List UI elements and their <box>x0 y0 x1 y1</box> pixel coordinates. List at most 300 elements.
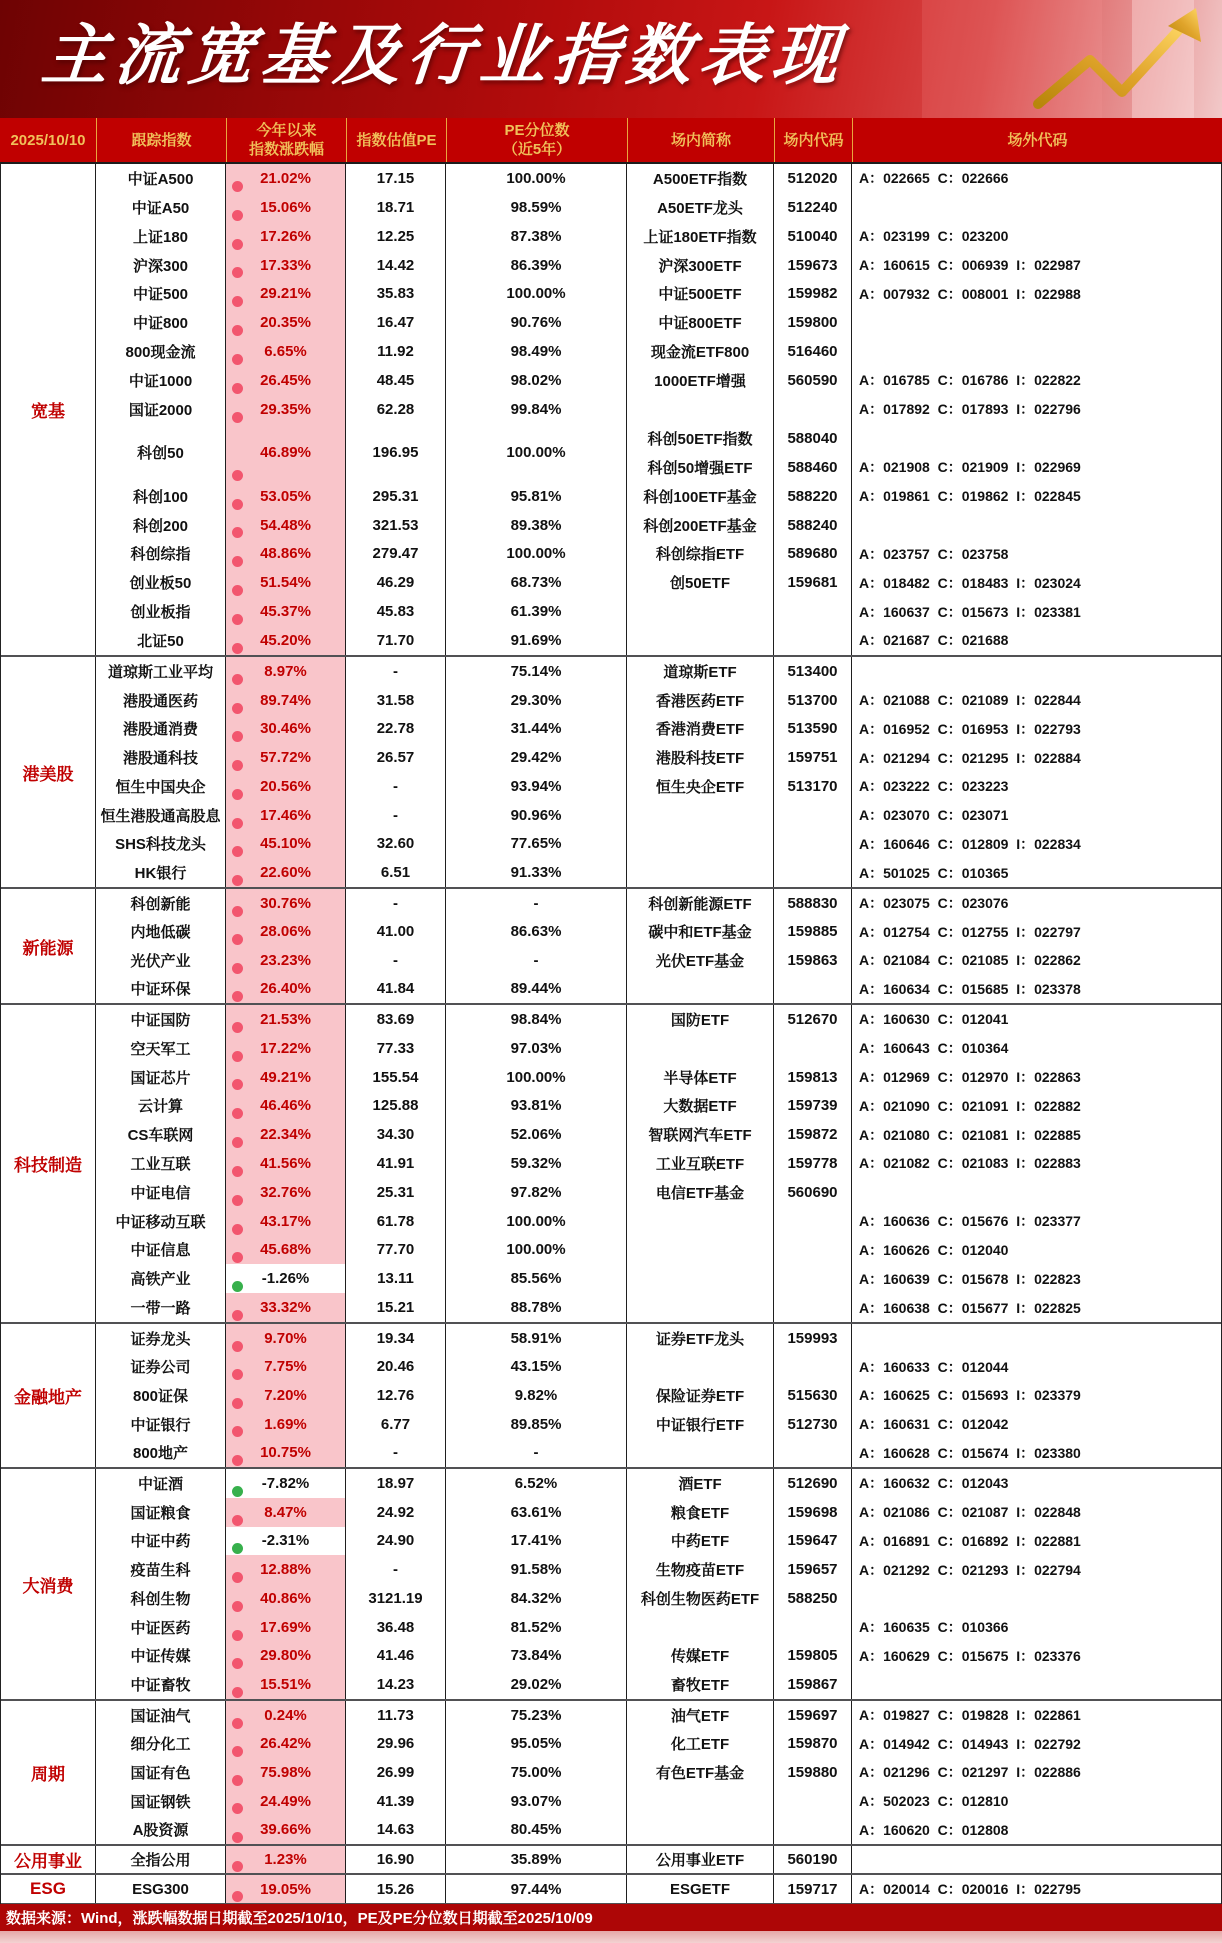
chg-cell: 21.53% <box>226 1005 346 1034</box>
chg-cell: 26.40% <box>226 975 346 1004</box>
pe-cell: 71.70 <box>346 626 446 655</box>
pe-cell: 41.39 <box>346 1787 446 1816</box>
etf-code-cell: 512690 <box>774 1469 852 1498</box>
chg-cell: 39.66% <box>226 1815 346 1844</box>
table-row <box>96 395 1221 424</box>
pe-cell: 41.84 <box>346 975 446 1004</box>
etf-code-cell: 159681 <box>774 568 852 597</box>
pct-cell: 98.59% <box>446 193 627 222</box>
etf-name-cell: 恒生央企ETF <box>627 772 774 801</box>
table-row <box>96 1846 1221 1873</box>
pe-cell: 34.30 <box>346 1120 446 1149</box>
down-dot-icon <box>232 1486 243 1497</box>
etf-code-cell: 588250 <box>774 1584 852 1613</box>
up-dot-icon <box>232 1341 243 1352</box>
table-row <box>96 657 1221 686</box>
index-name-cell: A股资源 <box>96 1815 226 1844</box>
table-row <box>96 1034 1221 1063</box>
chg-cell: 0.24% <box>226 1701 346 1730</box>
etf-name-cell: A50ETF龙头 <box>627 193 774 222</box>
etf-name-cell <box>627 858 774 887</box>
category-label: 新能源 <box>1 889 96 1003</box>
up-dot-icon <box>232 703 243 714</box>
otc-codes-cell: A：012754 C：012755 I：022797 <box>859 923 1081 940</box>
table-row <box>96 222 1221 251</box>
etf-name-cell <box>627 1787 774 1816</box>
etf-name-cell: 有色ETF基金 <box>627 1758 774 1787</box>
up-dot-icon <box>232 674 243 685</box>
chg-cell: 46.46% <box>226 1091 346 1120</box>
up-dot-icon <box>232 1601 243 1612</box>
pct-cell: 73.84% <box>446 1642 627 1671</box>
index-name-cell: 一带一路 <box>96 1293 226 1322</box>
chg-cell: 15.51% <box>226 1670 346 1699</box>
header-col-otc: 场外代码 <box>1007 131 1068 149</box>
otc-codes-cell: A：016952 C：016953 I：022793 <box>859 720 1081 737</box>
etf-name-cell: A500ETF指数 <box>627 164 774 193</box>
chg-cell: 17.22% <box>226 1034 346 1063</box>
chg-cell: 17.69% <box>226 1613 346 1642</box>
pe-cell: 41.91 <box>346 1149 446 1178</box>
etf-name-cell: 生物疫苗ETF <box>627 1555 774 1584</box>
otc-codes-cell: A：160625 C：015693 I：023379 <box>859 1387 1081 1404</box>
up-dot-icon <box>232 731 243 742</box>
pct-cell: 68.73% <box>446 568 627 597</box>
up-dot-icon <box>232 1861 243 1872</box>
group-rows <box>96 657 1221 887</box>
pe-cell: 83.69 <box>346 1005 446 1034</box>
group-rows <box>96 1701 1221 1844</box>
up-dot-icon <box>232 846 243 857</box>
otc-codes-cell: A：160629 C：015675 I：023376 <box>859 1647 1081 1664</box>
chg-cell: 20.56% <box>226 772 346 801</box>
pe-cell: 14.42 <box>346 251 446 280</box>
otc-codes-cell: A：021086 C：021087 I：022848 <box>859 1504 1081 1521</box>
index-name-cell: ESG300 <box>96 1875 226 1903</box>
pe-cell: 26.99 <box>346 1758 446 1787</box>
chg-cell: 15.06% <box>226 193 346 222</box>
index-name-cell: 细分化工 <box>96 1730 226 1759</box>
up-dot-icon <box>232 383 243 394</box>
up-dot-icon <box>232 1515 243 1526</box>
pe-cell: 62.28 <box>346 395 446 424</box>
up-dot-icon <box>232 1252 243 1263</box>
up-dot-icon <box>232 470 243 481</box>
pe-cell: 17.15 <box>346 164 446 193</box>
chg-cell: 8.47% <box>226 1498 346 1527</box>
up-dot-icon <box>232 875 243 886</box>
otc-codes-cell: A：160646 C：012809 I：022834 <box>859 835 1081 852</box>
etf-code-cell: 159697 <box>774 1701 852 1730</box>
up-dot-icon <box>232 181 243 192</box>
index-name-cell: 国证粮食 <box>96 1498 226 1527</box>
etf-name-cell: 电信ETF基金 <box>627 1178 774 1207</box>
pe-cell: - <box>346 1438 446 1467</box>
chg-cell: 24.49% <box>226 1787 346 1816</box>
chg-cell: 40.86% <box>226 1584 346 1613</box>
pct-cell: 100.00% <box>446 279 627 308</box>
up-dot-icon <box>232 1891 243 1902</box>
etf-name-cell: 粮食ETF <box>627 1498 774 1527</box>
otc-codes-cell: A：021080 C：021081 I：022885 <box>859 1126 1081 1143</box>
table-row <box>96 1758 1221 1787</box>
pct-cell: 81.52% <box>446 1613 627 1642</box>
index-table-body <box>0 164 1222 1904</box>
etf-code-cell: 560690 <box>774 1178 852 1207</box>
up-dot-icon <box>232 1455 243 1466</box>
chg-cell: 17.46% <box>226 801 346 830</box>
up-dot-icon <box>232 1310 243 1321</box>
etf-name-cell: 油气ETF <box>627 1701 774 1730</box>
pe-cell: 14.23 <box>346 1670 446 1699</box>
table-row <box>96 511 1221 540</box>
etf-code-cell: 560190 <box>774 1846 852 1873</box>
etf-name-cell: 半导体ETF <box>627 1063 774 1092</box>
table-row <box>96 424 1221 482</box>
index-name-cell: 中证1000 <box>96 366 226 395</box>
otc-codes-cell: A：023757 C：023758 <box>859 545 1009 562</box>
header-date: 2025/10/10 <box>0 118 97 162</box>
index-name-cell: 中证信息 <box>96 1236 226 1265</box>
pct-cell: 31.44% <box>446 715 627 744</box>
up-dot-icon <box>232 760 243 771</box>
category-label: 科技制造 <box>1 1005 96 1322</box>
chg-cell: 10.75% <box>226 1438 346 1467</box>
otc-codes-cell <box>852 1846 1221 1873</box>
up-dot-icon <box>232 527 243 538</box>
otc-codes-cell: A：160626 C：012040 <box>859 1241 1009 1258</box>
up-dot-icon <box>232 325 243 336</box>
pe-cell: 6.51 <box>346 858 446 887</box>
pct-cell: 98.02% <box>446 366 627 395</box>
etf-name-cell <box>627 1613 774 1642</box>
otc-codes-cell <box>852 193 1221 222</box>
otc-codes-cell: A：021084 C：021085 I：022862 <box>859 952 1081 969</box>
up-dot-icon <box>232 1630 243 1641</box>
up-dot-icon <box>232 789 243 800</box>
pe-cell: 32.60 <box>346 830 446 859</box>
pe-cell: 3121.19 <box>346 1584 446 1613</box>
pct-cell: 95.05% <box>446 1730 627 1759</box>
pct-cell: 75.23% <box>446 1701 627 1730</box>
up-dot-icon <box>232 1832 243 1843</box>
pe-cell: - <box>346 946 446 975</box>
otc-codes-cell <box>852 337 1221 366</box>
pct-cell: 86.39% <box>446 251 627 280</box>
otc-codes-cell: A：160633 C：012044 <box>859 1358 1009 1375</box>
etf-code-cell: 159717 <box>774 1875 852 1903</box>
index-name-cell: 中证医药 <box>96 1613 226 1642</box>
chg-cell: 51.54% <box>226 568 346 597</box>
table-row <box>96 1149 1221 1178</box>
group-rows <box>96 1324 1221 1467</box>
chg-cell: 49.21% <box>226 1063 346 1092</box>
table-row <box>96 1410 1221 1439</box>
table-row <box>96 568 1221 597</box>
otc-codes-cell: A：160643 C：010364 <box>859 1040 1009 1057</box>
etf-subrows <box>627 424 1221 482</box>
pct-cell: 91.69% <box>446 626 627 655</box>
etf-code-cell: 159698 <box>774 1498 852 1527</box>
etf-code-cell <box>774 1613 852 1642</box>
pct-cell: 90.76% <box>446 308 627 337</box>
pct-cell: 85.56% <box>446 1264 627 1293</box>
etf-code-cell: 512240 <box>774 193 852 222</box>
up-dot-icon <box>232 643 243 654</box>
table-row <box>96 597 1221 626</box>
up-dot-icon <box>232 818 243 829</box>
chg-cell: 54.48% <box>226 511 346 540</box>
group-rows <box>96 164 1221 655</box>
etf-code-cell <box>774 801 852 830</box>
index-name-cell: 疫苗生科 <box>96 1555 226 1584</box>
table-row <box>96 1091 1221 1120</box>
etf-code-cell: 159778 <box>774 1149 852 1178</box>
up-dot-icon <box>232 1658 243 1669</box>
index-name-cell: 沪深300 <box>96 251 226 280</box>
etf-code-cell: 588830 <box>774 889 852 918</box>
pct-cell: 52.06% <box>446 1120 627 1149</box>
pe-cell: 16.90 <box>346 1846 446 1873</box>
up-dot-icon <box>232 906 243 917</box>
index-name-cell: 上证180 <box>96 222 226 251</box>
category-label: 金融地产 <box>1 1324 96 1467</box>
otc-codes-cell: A：012969 C：012970 I：022863 <box>859 1069 1081 1086</box>
otc-codes-cell: A：018482 C：018483 I：023024 <box>859 574 1081 591</box>
otc-codes-cell: A：160634 C：015685 I：023378 <box>859 980 1081 997</box>
chg-cell: 48.86% <box>226 539 346 568</box>
pe-cell: 11.73 <box>346 1701 446 1730</box>
etf-code-cell <box>774 395 852 424</box>
pct-cell: 63.61% <box>446 1498 627 1527</box>
chg-cell: 28.06% <box>226 918 346 947</box>
pct-cell: 91.58% <box>446 1555 627 1584</box>
table-row <box>96 626 1221 655</box>
otc-codes-cell: A：021296 C：021297 I：022886 <box>859 1764 1081 1781</box>
table-row <box>96 1063 1221 1092</box>
chg-cell: 23.23% <box>226 946 346 975</box>
pct-cell: 100.00% <box>446 1236 627 1265</box>
chg-cell: 89.74% <box>226 686 346 715</box>
pct-cell: 97.03% <box>446 1034 627 1063</box>
etf-name-cell: 畜牧ETF <box>627 1670 774 1699</box>
etf-code-cell: 588040 <box>774 424 852 453</box>
down-dot-icon <box>232 1543 243 1554</box>
table-row <box>96 308 1221 337</box>
pct-cell: 29.30% <box>446 686 627 715</box>
table-row <box>96 1730 1221 1759</box>
otc-codes-cell: A：023199 C：023200 <box>859 228 1009 245</box>
etf-name-cell <box>627 395 774 424</box>
chg-cell: 1.23% <box>226 1846 346 1873</box>
otc-codes-cell: A：016785 C：016786 I：022822 <box>859 372 1081 389</box>
pe-cell: - <box>346 657 446 686</box>
chg-cell: 43.17% <box>226 1207 346 1236</box>
table-row <box>96 1120 1221 1149</box>
etf-code-cell: 159751 <box>774 743 852 772</box>
pct-cell: 89.44% <box>446 975 627 1004</box>
chg-cell: 17.33% <box>226 251 346 280</box>
etf-code-cell: 588220 <box>774 482 852 511</box>
up-dot-icon <box>232 1195 243 1206</box>
table-row <box>96 1701 1221 1730</box>
etf-name-cell <box>627 1353 774 1382</box>
table-row <box>96 279 1221 308</box>
chg-cell: 29.80% <box>226 1642 346 1671</box>
page-title: 主流宽基及行业指数表现 <box>38 20 849 93</box>
pct-cell: 93.94% <box>446 772 627 801</box>
etf-code-cell: 159647 <box>774 1527 852 1556</box>
table-row <box>96 1236 1221 1265</box>
etf-name-cell: 中证500ETF <box>627 279 774 308</box>
pe-cell: 12.76 <box>346 1381 446 1410</box>
index-name-cell: 国证有色 <box>96 1758 226 1787</box>
header-col-etf: 场内简称 <box>628 118 775 162</box>
pct-cell: 100.00% <box>446 424 627 482</box>
etf-name-cell: 科创50增强ETF <box>627 453 774 482</box>
etf-name-cell: 道琼斯ETF <box>627 657 774 686</box>
etf-name-cell <box>627 975 774 1004</box>
table-row <box>96 482 1221 511</box>
pe-cell: 24.92 <box>346 1498 446 1527</box>
etf-code-cell: 159982 <box>774 279 852 308</box>
up-dot-icon <box>232 1022 243 1033</box>
header-col-code: 场内代码 <box>775 118 853 162</box>
table-row <box>96 1555 1221 1584</box>
table-row <box>96 1642 1221 1671</box>
pe-cell: 12.25 <box>346 222 446 251</box>
pe-cell: 25.31 <box>346 1178 446 1207</box>
otc-codes-cell: A：021687 C：021688 <box>859 632 1009 649</box>
pct-cell: 97.82% <box>446 1178 627 1207</box>
etf-name-cell: 香港医药ETF <box>627 686 774 715</box>
table-row <box>96 1207 1221 1236</box>
otc-codes-cell: A：019827 C：019828 I：022861 <box>859 1707 1081 1724</box>
index-name-cell: 北证50 <box>96 626 226 655</box>
table-row <box>96 193 1221 222</box>
pct-cell: 17.41% <box>446 1527 627 1556</box>
index-name-cell: 科创100 <box>96 482 226 511</box>
up-dot-icon <box>232 1572 243 1583</box>
pct-cell: 75.00% <box>446 1758 627 1787</box>
pct-cell: 90.96% <box>446 801 627 830</box>
up-dot-icon <box>232 1718 243 1729</box>
etf-name-cell: 科创100ETF基金 <box>627 482 774 511</box>
group <box>1 1005 1221 1324</box>
pe-cell: 19.34 <box>346 1324 446 1353</box>
pct-cell: 88.78% <box>446 1293 627 1322</box>
etf-code-cell <box>774 1438 852 1467</box>
pe-cell: 15.21 <box>346 1293 446 1322</box>
group <box>1 1701 1221 1846</box>
pct-cell: 99.84% <box>446 395 627 424</box>
pe-cell: 15.26 <box>346 1875 446 1903</box>
pe-cell: 321.53 <box>346 511 446 540</box>
pe-cell: 36.48 <box>346 1613 446 1642</box>
index-name-cell: 恒生港股通高股息 <box>96 801 226 830</box>
etf-name-cell: 光伏ETF基金 <box>627 946 774 975</box>
pct-cell: 61.39% <box>446 597 627 626</box>
table-row <box>96 1498 1221 1527</box>
etf-code-cell <box>774 830 852 859</box>
etf-name-cell: 科创50ETF指数 <box>627 424 774 453</box>
pct-cell: 75.14% <box>446 657 627 686</box>
otc-codes-cell: A：160632 C：012043 <box>859 1475 1009 1492</box>
group-rows <box>96 1875 1221 1903</box>
chg-cell: 45.37% <box>226 597 346 626</box>
etf-code-cell: 159880 <box>774 1758 852 1787</box>
pe-cell: 18.71 <box>346 193 446 222</box>
pe-cell: 45.83 <box>346 597 446 626</box>
chg-cell: 9.70% <box>226 1324 346 1353</box>
index-name-cell: 空天军工 <box>96 1034 226 1063</box>
etf-name-cell <box>627 597 774 626</box>
etf-code-cell <box>774 597 852 626</box>
otc-codes-cell <box>852 308 1221 337</box>
etf-name-cell: 科创生物医药ETF <box>627 1584 774 1613</box>
index-name-cell: 内地低碳 <box>96 918 226 947</box>
up-dot-icon <box>232 614 243 625</box>
pct-cell: 58.91% <box>446 1324 627 1353</box>
etf-name-cell <box>627 1293 774 1322</box>
table-row <box>96 975 1221 1004</box>
index-name-cell: 港股通医药 <box>96 686 226 715</box>
chg-cell: 46.89% <box>226 424 346 482</box>
index-name-cell: 创业板50 <box>96 568 226 597</box>
otc-codes-cell: A：021908 C：021909 I：022969 <box>859 459 1081 476</box>
etf-code-cell: 159813 <box>774 1063 852 1092</box>
index-name-cell: 国证油气 <box>96 1701 226 1730</box>
otc-codes-cell <box>852 657 1221 686</box>
chg-cell: 45.10% <box>226 830 346 859</box>
index-name-cell: 工业互联 <box>96 1149 226 1178</box>
up-dot-icon <box>232 1803 243 1814</box>
etf-code-cell <box>774 1353 852 1382</box>
index-name-cell: 高铁产业 <box>96 1264 226 1293</box>
pe-cell: 16.47 <box>346 308 446 337</box>
chg-cell: 8.97% <box>226 657 346 686</box>
chg-cell: 32.76% <box>226 1178 346 1207</box>
up-dot-icon <box>232 1108 243 1119</box>
index-name-cell: 科创新能 <box>96 889 226 918</box>
index-name-cell: 科创生物 <box>96 1584 226 1613</box>
otc-codes-cell: A：017892 C：017893 I：022796 <box>859 401 1081 418</box>
up-dot-icon <box>232 210 243 221</box>
etf-code-cell <box>774 1787 852 1816</box>
chg-cell: 41.56% <box>226 1149 346 1178</box>
otc-codes-cell: A：014942 C：014943 I：022792 <box>859 1735 1081 1752</box>
up-dot-icon <box>232 499 243 510</box>
pct-cell: 59.32% <box>446 1149 627 1178</box>
category-label: 公用事业 <box>1 1846 96 1873</box>
header-col-pct: PE分位数 （近5年） <box>447 118 628 162</box>
table-row <box>96 1293 1221 1322</box>
chg-cell: 29.21% <box>226 279 346 308</box>
table-row <box>96 1875 1221 1903</box>
table-row <box>96 337 1221 366</box>
down-dot-icon <box>232 1281 243 1292</box>
pe-cell: 13.11 <box>346 1264 446 1293</box>
etf-name-cell: 公用事业ETF <box>627 1846 774 1873</box>
pe-cell: 77.33 <box>346 1034 446 1063</box>
pe-cell: 295.31 <box>346 482 446 511</box>
group-rows <box>96 1005 1221 1322</box>
index-name-cell: 科创综指 <box>96 539 226 568</box>
pe-cell: 6.77 <box>346 1410 446 1439</box>
footer-text: 数据来源：Wind，涨跌幅数据日期截至2025/10/10，PE及PE分位数日期截至2025/10/09 <box>6 1910 593 1927</box>
up-dot-icon <box>232 1369 243 1380</box>
etf-subrow <box>627 424 1221 453</box>
